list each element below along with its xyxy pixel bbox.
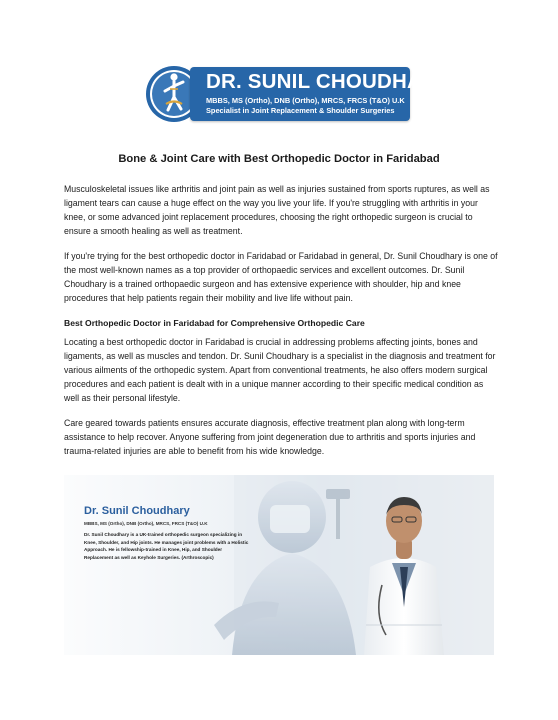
- clinic-logo: [144, 64, 451, 124]
- banner-qualifications: MBBS, MS (Ortho), DNB (Ortho), MRCS, FRCS (T&O) U.K: [84, 521, 208, 526]
- logo-doctor-name: DR. SUNIL CHOUDHARY: [206, 70, 451, 93]
- logo-specialty: Specialist in Joint Replacement & Shoulder Surgeries: [206, 106, 395, 115]
- banner-doctor-bio: Dr. Sunil Choudhary is a UK-trained orthopedic surgeon specializing in Knee, Shoulder, and Hip joints. He manages joint problems with a Holistic Approach. He is fellowship-trained in Knee, Hip, and Shoulder Replacement as well as Keyhole Surgeries. (Arthroscopic): [84, 532, 249, 560]
- section-heading: Best Orthopedic Doctor in Faridabad for Comprehensive Orthopedic Care: [64, 318, 365, 328]
- paragraph-doctor-overview: If you're trying for the best orthopedic doctor in Faridabad or Faridabad in general, Dr. Sunil Choudhary is one of the most well-known names as a top provider of orthopaedic services and excellent outcomes. Dr. Sunil Choudhary is a trained orthopaedic surgeon and has extensive experience with shoulder, hip and knee procedures that help patients regain their mobility and live life without pain.: [64, 251, 498, 304]
- page-title: Bone & Joint Care with Best Orthopedic Doctor in Faridabad: [118, 153, 440, 165]
- banner-doctor-name: Dr. Sunil Choudhary: [84, 505, 190, 517]
- paragraph-intro: Musculoskeletal issues like arthritis and joint pain as well as injuries sustained from sports ruptures, as well as ligament tears can cause a huge effect on the way you live your life. If you're struggling with arthritis in your knee, or some advanced joint replacement procedures, choosing the right orthopedic surgeon is crucial to ensure a smooth healing as well as treatment.: [64, 184, 490, 237]
- logo-qualifications: MBBS, MS (Ortho), DNB (Ortho), MRCS, FRCS (T&O) U.K: [206, 96, 405, 105]
- paragraph-comprehensive-care: Locating a best orthopedic doctor in Faridabad is crucial in addressing problems affecting joints, bones and ligaments, as well as muscles and tendon. Dr. Sunil Choudhary is a specialist in the diagnosis and treatment for various ailments of the orthopedic system. Apart from conventional treatments, he also offers modern surgical procedures and each patient is dealt with in a unique manner according to their specific medical condition as well as their personal lifestyle.: [64, 337, 496, 404]
- doctor-banner-image: [64, 475, 494, 655]
- paragraph-patient-care: Care geared towards patients ensures accurate diagnosis, effective treatment plan along with long-term assistance to help recover. Anyone suffering from joint degeneration due to arthritis and sports injuries and trauma-related injuries are able to benefit from his wide knowledge.: [64, 418, 476, 457]
- banner-illustration: [64, 475, 494, 655]
